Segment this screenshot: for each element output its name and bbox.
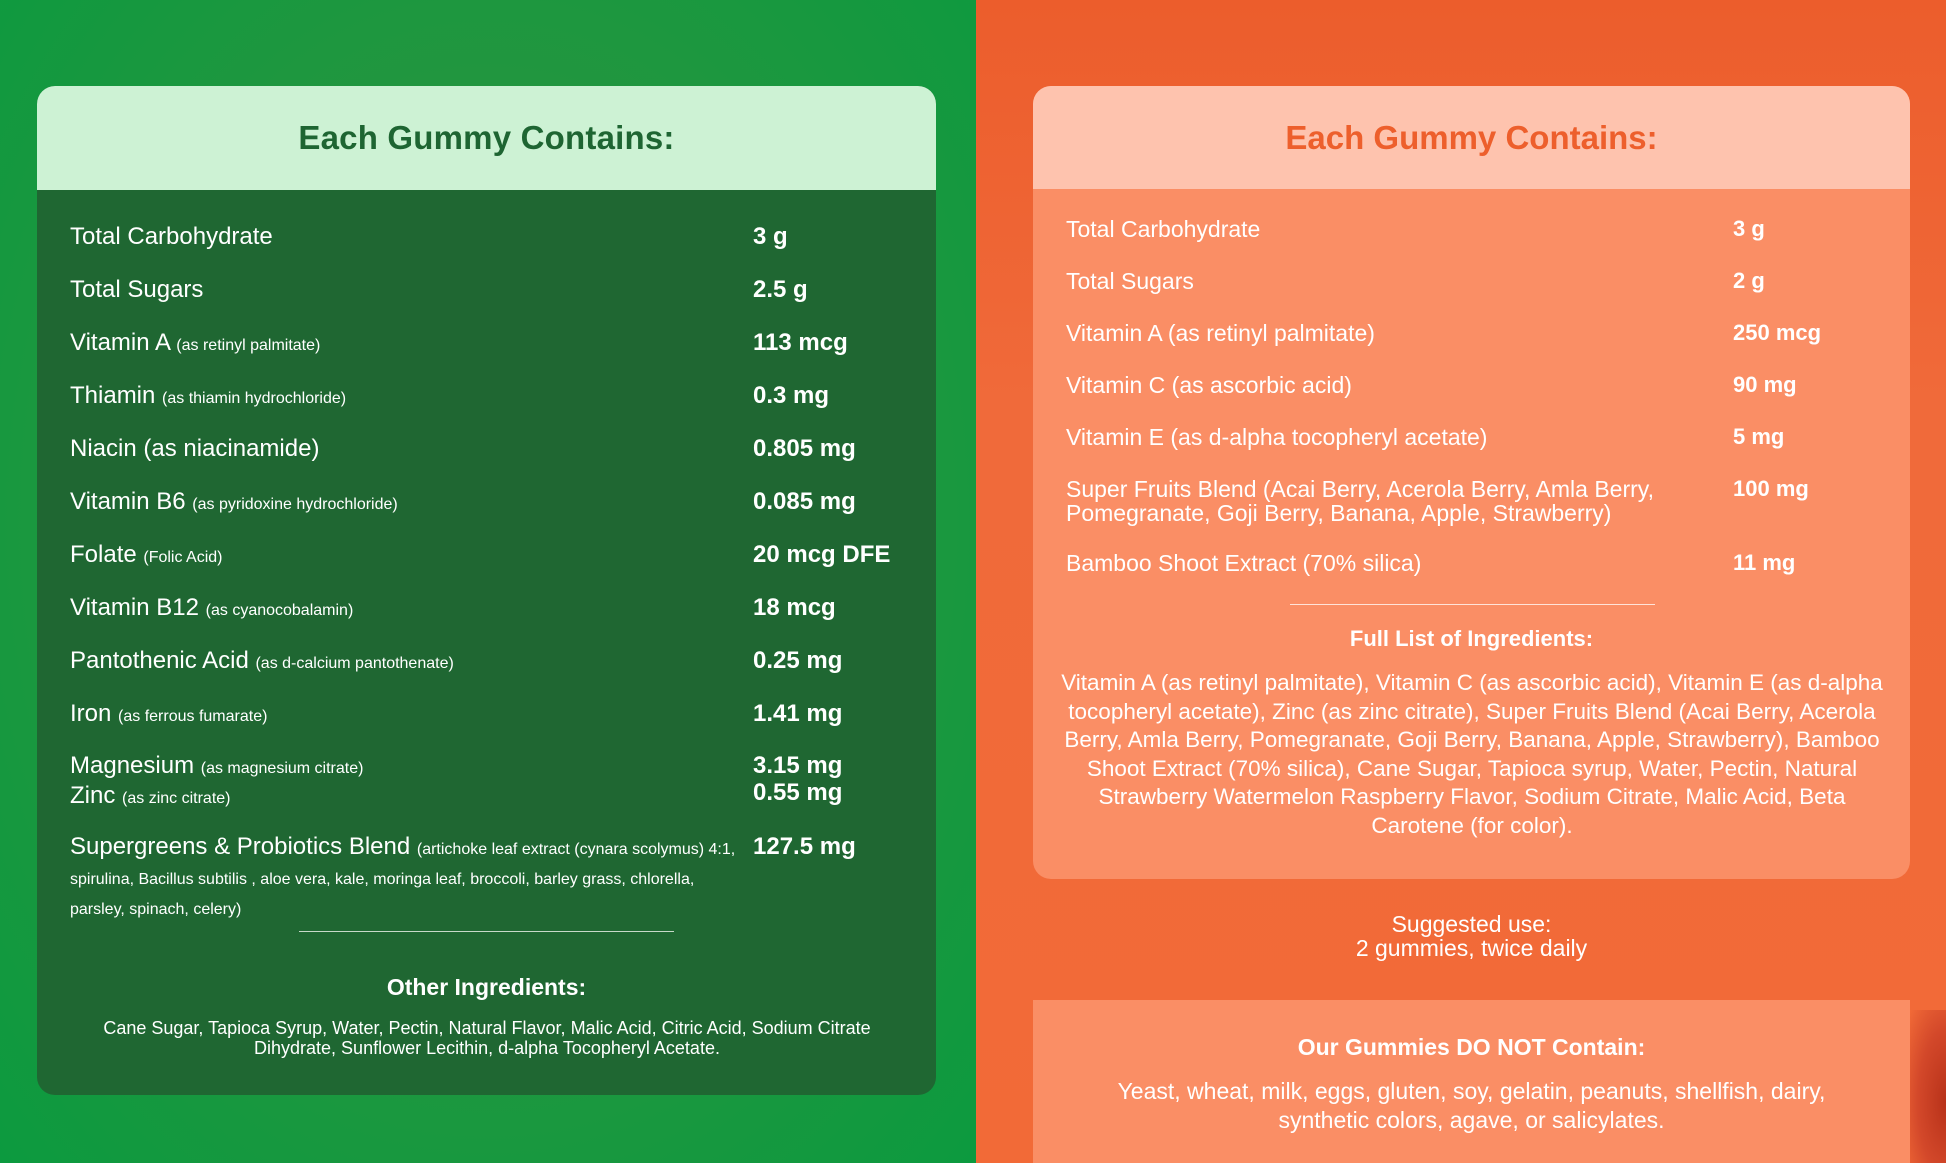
does-not-contain-text: Yeast, wheat, milk, eggs, gluten, soy, gelatin, peanuts, shellfish, dairy, synthetic colors, agave, or salicylates. [1117,1078,1826,1133]
nutrient-value: 0.085 mg [753,488,856,515]
nutrient-value: 11 mg [1733,550,1796,575]
divider [299,931,674,932]
nutrient-row [1066,551,1896,603]
nutrient-name: Folate [70,541,137,568]
nutrient-note: (as retinyl palmitate) [176,337,321,354]
nutrient-note: (as pyridoxine hydrochloride) [192,496,398,513]
nutrient-value: 100 mg [1733,476,1809,501]
nutrient-row [70,832,910,918]
nutrient-row [70,222,910,275]
nutrient-row [70,646,910,699]
nutrient-note: (as ferrous fumarate) [118,708,268,725]
nutrient-note: (as cyanocobalamin) [205,602,354,619]
nutrient-name: Super Fruits Blend (Acai Berry, Acerola Berry, Amla Berry, Pomegranate, Goji Berry, Banana, Apple, Strawberry) [1066,476,1654,526]
nutrient-name: Vitamin E (as d-alpha tocopheryl acetate) [1066,424,1488,450]
nutrient-name: Vitamin B12 [70,594,199,621]
nutrient-row-pair [70,752,910,832]
nutrient-value: 1.41 mg [753,700,843,727]
other-ingredients-text: Cane Sugar, Tapioca Syrup, Water, Pectin, Natural Flavor, Malic Acid, Citric Acid, Sodium Citrate Dihydrate, Sunflower Lecithin, d-alpha Tocopheryl Acetate. [103,1018,871,1058]
nutrient-row [70,434,910,487]
nutrient-row [1066,321,1896,373]
does-not-contain-panel [1033,1000,1910,1163]
suggested-use-label: Suggested use: [1391,911,1552,937]
nutrient-value: 5 mg [1733,424,1785,449]
nutrient-row [70,275,910,328]
nutrient-value: 2.5 g [753,276,808,303]
nutrient-name: Supergreens & Probiotics Blend [70,833,411,860]
nutrient-name: Vitamin B6 [70,488,186,515]
nutrient-value: 113 mcg [753,329,848,356]
nutrient-value: 90 mg [1733,372,1797,397]
nutrient-value: 3 g [1733,216,1765,241]
nutrient-row [1066,373,1896,425]
gummy-image-edge [1910,1010,1946,1163]
green-panel-title: Each Gummy Contains: [298,119,675,156]
nutrient-name: Vitamin A (as retinyl palmitate) [1066,320,1375,346]
does-not-contain-title: Our Gummies DO NOT Contain: [1297,1034,1646,1060]
nutrient-value: 0.805 mg [753,435,856,462]
nutrient-row [70,328,910,381]
green-supplement-panel [37,86,936,1095]
orange-nutrient-list [1066,217,1896,603]
nutrient-name: Zinc [70,782,116,809]
nutrient-note: (Folic Acid) [143,549,223,566]
nutrient-name: Vitamin A [70,329,170,356]
other-ingredients-title: Other Ingredients: [386,974,587,1000]
nutrient-name: Bamboo Shoot Extract (70% silica) [1066,550,1422,576]
orange-supplement-panel [1033,86,1910,879]
nutrient-note: (as zinc citrate) [122,790,231,807]
nutrient-row [1066,477,1896,551]
green-nutrient-list [70,222,910,918]
nutrient-note: (as d-calcium pantothenate) [255,655,454,672]
nutrient-name: Total Carbohydrate [70,223,273,250]
nutrient-name: Iron [70,700,112,727]
green-panel-header [37,86,936,190]
nutrient-row [1066,425,1896,477]
nutrient-value: 250 mcg [1733,320,1822,345]
orange-panel-title: Each Gummy Contains: [1285,118,1658,156]
full-ingredients-text: Vitamin A (as retinyl palmitate), Vitamin C (as ascorbic acid), Vitamin E (as d-alpha tocopheryl acetate), Zinc (as zinc citrate), Super Fruits Blend (Acai Berry, Acerola Berry, Amla Berry, Pomegranate, Goji Berry, Banana, Apple, Strawberry), Bamboo Shoot Extract (70% silica), Cane Sugar, Tapioca syrup, Water, Pectin, Natural Strawberry Watermelon Raspberry Flavor, Sodium Citrate, Malic Acid, Beta Carotene (for color). [1061,670,1883,838]
nutrient-name: Thiamin [70,382,156,409]
nutrient-name: Total Sugars [70,276,204,303]
nutrient-name: Magnesium [70,752,195,779]
suggested-use-value: 2 gummies, twice daily [1355,935,1588,961]
nutrient-row [70,699,910,752]
nutrient-value: 2 g [1733,268,1765,293]
suggested-use [1033,912,1910,960]
nutrient-name: Total Sugars [1066,268,1194,294]
nutrient-note: (as thiamin hydrochloride) [162,390,347,407]
nutrient-note: (as magnesium citrate) [200,760,364,777]
nutrient-note: (artichoke leaf extract (cynara scolymus) 4:1, spirulina, Bacillus subtilis , aloe vera, kale, moringa leaf, broccoli, barley grass, chlorella, parsley, spinach, celery) [70,841,736,918]
nutrient-value: 0.55 mg [753,779,843,806]
nutrient-value: 18 mcg [753,594,836,621]
nutrient-name: Niacin (as niacinamide) [70,435,320,462]
nutrient-value: 0.25 mg [753,647,843,674]
nutrient-row [1066,217,1896,269]
nutrient-row [70,593,910,646]
orange-panel-header [1033,86,1910,189]
nutrient-value: 20 mcg DFE [753,541,891,568]
nutrient-row [70,487,910,540]
nutrient-row [1066,269,1896,321]
nutrient-name: Vitamin C (as ascorbic acid) [1066,372,1352,398]
nutrient-row [70,381,910,434]
nutrient-value: 3.15 mg [753,752,843,779]
nutrient-value: 3 g [753,223,788,250]
divider [1290,604,1655,605]
nutrient-name: Pantothenic Acid [70,647,249,674]
nutrient-value: 127.5 mg [753,833,856,860]
nutrient-value: 0.3 mg [753,382,830,409]
full-ingredients-title: Full List of Ingredients: [1349,626,1594,651]
nutrient-name: Total Carbohydrate [1066,216,1261,242]
nutrient-row [70,540,910,593]
